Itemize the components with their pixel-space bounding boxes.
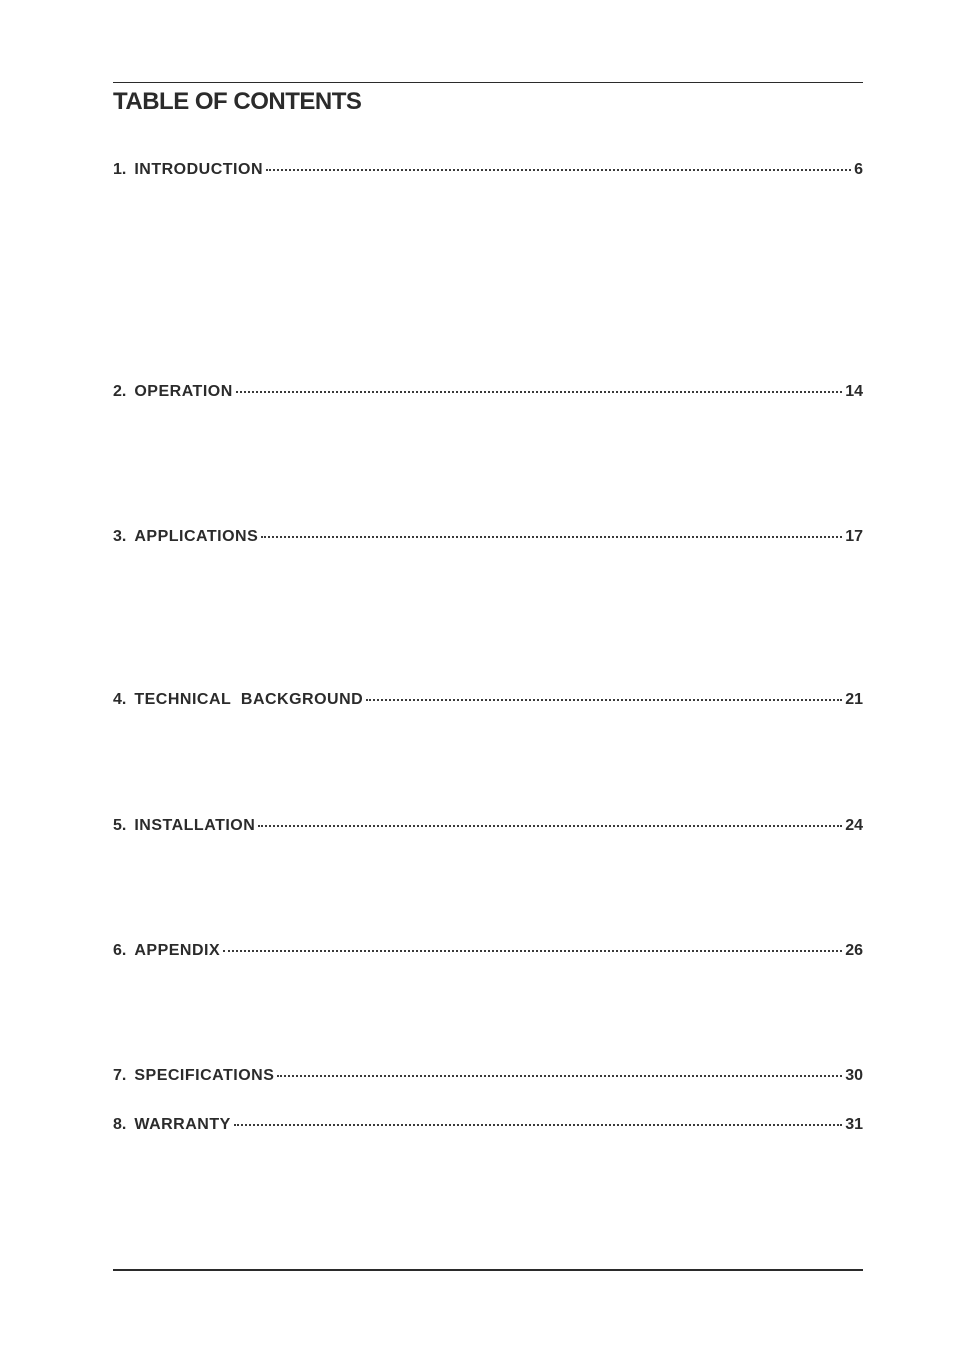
toc-entry-technical-background[interactable] bbox=[113, 690, 863, 710]
toc-entry-page: 31 bbox=[845, 1116, 863, 1133]
toc-entry-page: 26 bbox=[845, 942, 863, 959]
toc-entry-number: 8. bbox=[113, 1116, 127, 1133]
toc-entry-installation[interactable] bbox=[113, 816, 863, 836]
toc-entry-label: INTRODUCTION bbox=[134, 161, 263, 178]
toc-entry-page: 30 bbox=[845, 1067, 863, 1084]
dot-leader bbox=[223, 950, 842, 952]
toc-entry-number: 3. bbox=[113, 528, 127, 545]
dot-leader bbox=[258, 825, 842, 827]
toc-entry-label: WARRANTY bbox=[134, 1116, 231, 1133]
dot-leader bbox=[236, 391, 842, 393]
page-title: TABLE OF CONTENTS bbox=[113, 88, 362, 115]
toc-entry-label: INSTALLATION bbox=[134, 817, 256, 834]
toc-entry-label: APPENDIX bbox=[134, 942, 221, 959]
toc-entry-page: 21 bbox=[845, 691, 863, 708]
dot-leader bbox=[366, 699, 842, 701]
toc-entry-label: APPLICATIONS bbox=[134, 528, 259, 545]
toc-entry-appendix[interactable] bbox=[113, 941, 863, 961]
toc-entry-label: SPECIFICATIONS bbox=[134, 1067, 275, 1084]
toc-entry-page: 24 bbox=[845, 817, 863, 834]
toc-entry-number: 1. bbox=[113, 161, 127, 178]
dot-leader bbox=[277, 1075, 842, 1077]
dot-leader bbox=[261, 536, 842, 538]
toc-entry-specifications[interactable] bbox=[113, 1066, 863, 1086]
toc-entry-page: 14 bbox=[845, 383, 863, 400]
toc-entry-warranty[interactable] bbox=[113, 1115, 863, 1135]
top-rule bbox=[113, 82, 863, 83]
toc-entry-number: 2. bbox=[113, 383, 127, 400]
toc-entry-page: 6 bbox=[854, 161, 863, 178]
toc-entry-number: 5. bbox=[113, 817, 127, 834]
toc-entry-number: 4. bbox=[113, 691, 127, 708]
toc-entry-number: 7. bbox=[113, 1067, 127, 1084]
toc-entry-page: 17 bbox=[845, 528, 863, 545]
toc-entry-operation[interactable] bbox=[113, 382, 863, 402]
bottom-rule bbox=[113, 1269, 863, 1271]
dot-leader bbox=[234, 1124, 842, 1126]
toc-entry-introduction[interactable] bbox=[113, 160, 863, 180]
toc-entry-number: 6. bbox=[113, 942, 127, 959]
dot-leader bbox=[266, 169, 851, 171]
toc-entry-applications[interactable] bbox=[113, 527, 863, 547]
toc-entry-label: TECHNICAL BACKGROUND bbox=[134, 691, 364, 708]
toc-entry-label: OPERATION bbox=[134, 383, 233, 400]
